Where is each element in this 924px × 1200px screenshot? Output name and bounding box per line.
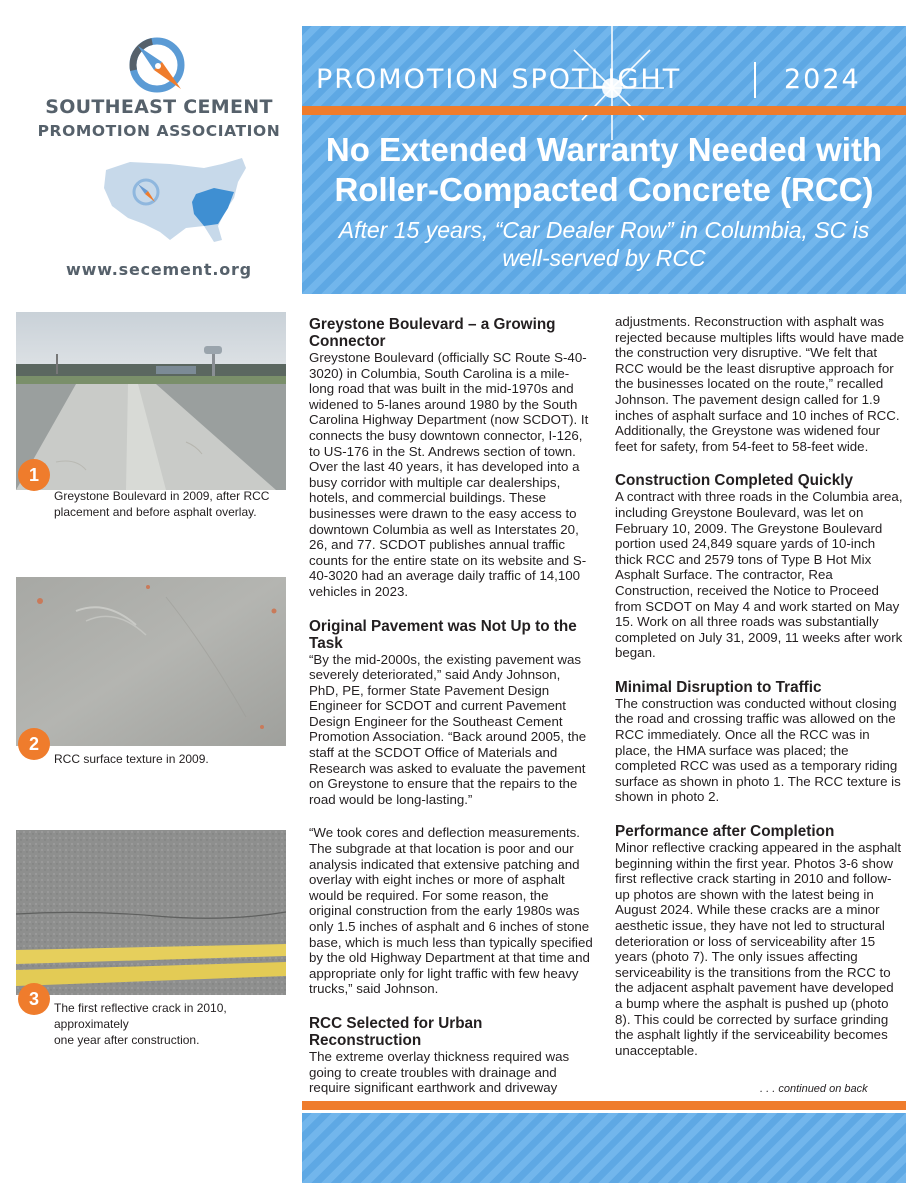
caption-line1: The first reflective crack in 2010, approximately — [54, 1001, 227, 1031]
caption-line1: Greystone Boulevard in 2009, after RCC — [54, 489, 270, 503]
us-map-icon — [100, 148, 250, 248]
section-body-original-pavement: “By the mid-2000s, the existing pavement was severely deteriorated,” said Andy Johnson, PhD, PE, former State Pavement Design Engineer for SCDOT and current Pavement Design Engineer for the Southeast Cement Promotion Association. “Back around 2005, the staff at the SCDOT Office of Materials and Research was asked to evaluate the pavement on Greystone to ensure that the repairs to the road would be long-lasting.” — [309, 651, 587, 807]
section-body-disruption: The construction was conducted without closing the road and crossing traffic was allowed on the RCC immediately. Once all the RCC was in place, the HMA surface was placed; the completed RCC was used as a temporary riding surface as shown in photo 1. The RCC texture is shown in photo 2. — [615, 695, 901, 805]
photo-number-badge: 3 — [18, 983, 50, 1015]
photo-greystone-boulevard — [16, 312, 286, 490]
caption-line1: RCC surface texture in 2009. — [54, 752, 209, 766]
caption-line2: placement and before asphalt overlay. — [54, 505, 257, 519]
section-heading-construction: Construction Completed Quickly — [615, 472, 853, 490]
section-heading-rcc-selected: RCC Selected for Urban Reconstruction — [309, 1014, 483, 1049]
caption-line2: one year after construction. — [54, 1033, 200, 1047]
subheadline — [302, 216, 906, 272]
spotlight-label: PROMOTION SPOTLIGHT — [316, 64, 682, 95]
photo-rcc-surface-texture — [16, 577, 286, 746]
banner-accent-stripe — [302, 106, 906, 115]
footer-band — [302, 1113, 906, 1183]
subheadline-line2: well-served by RCC — [502, 245, 706, 271]
article-column-1 — [309, 316, 593, 1096]
section-heading-disruption: Minimal Disruption to Traffic — [615, 678, 822, 696]
photo-caption — [54, 488, 290, 520]
association-logo — [0, 0, 300, 300]
section-body-greystone: Greystone Boulevard (officially SC Route S-40-3020) in Columbia, South Carolina is a mile-long road that was built in the mid-1970s and widened to 5-lanes around 1980 by the South Carolina Highway Department (now SCDOT). It connects the busy downtown connector, I-126, to US-176 in the St. Andrews section of town. Over the last 40 years, it has developed into a busy corridor with multiple car dealerships, hotels, and commercial buildings. These businesses were drawn to the easy access to downtown Columbia as well as Interstates 20, 26, and 77. SCDOT publishes annual traffic counts for the entire state on its website and S-40-3020 had an average daily traffic of 14,100 vehicles in 2023. — [309, 350, 589, 599]
section-heading-original-pavement: Original Pavement was Not Up to the Task — [309, 617, 577, 652]
org-name-line1: SOUTHEAST CEMENT — [45, 96, 273, 118]
headline-line1: No Extended Warranty Needed with — [325, 131, 883, 168]
section-heading-performance: Performance after Completion — [615, 823, 835, 841]
photo-reflective-crack — [16, 830, 286, 995]
section-body-rcc-selected-cont: adjustments. Reconstruction with asphalt was rejected because multiples lifts would have made the construction very disruptive. “We felt that RCC would be the least disruptive approach for the businesses located on the route,” recalled Johnson. The pavement design called for 1.9 inches of asphalt surface and 10 inches of RCC. Additionally, the Greystone was widened four feet for safety, from 54-feet to 58-feet wide. — [615, 314, 904, 454]
section-heading-greystone: Greystone Boulevard – a Growing Connector — [309, 316, 556, 350]
section-body-original-pavement-quote: “We took cores and deflection measurements. The subgrade at that location is poor and our analysis indicated that extensive patching and overlay with eight inches or more of asphalt would be required. For some reason, the original construction from the early 1980s was only 1.5 inches of asphalt and 6 inches of stone base, which is much less than typically specified by the old Highway Department at that time and appropriate only for light traffic with few heavy trucks,” said Johnson. — [309, 825, 593, 997]
photo-caption — [54, 1000, 290, 1048]
photo-caption — [54, 751, 290, 767]
org-name-line2: PROMOTION ASSOCIATION — [37, 122, 281, 140]
website-link[interactable]: www.secement.org — [66, 260, 252, 279]
photo-number-badge: 1 — [18, 459, 50, 491]
headline-line2: Roller-Compacted Concrete (RCC) — [334, 171, 874, 208]
section-body-construction: A contract with three roads in the Columbia area, including Greystone Boulevard, was let on February 10, 2009. The Greystone Boulevard portion used 24,849 square yards of 10-inch thick RCC and 2579 tons of Type B Hot Mix Asphalt Surface. The contractor, Rea Construction, received the Notice to Proceed from SCDOT on May 4 and work started on May 15. Work on all three roads was substantially completed on July 31, 2009, 11 weeks after work began. — [615, 489, 903, 661]
compass-icon — [126, 34, 188, 96]
subheadline-line1: After 15 years, “Car Dealer Row” in Columbia, SC is — [338, 217, 870, 243]
header-banner — [302, 26, 906, 294]
footer-accent-stripe — [302, 1101, 906, 1110]
section-body-performance: Minor reflective cracking appeared in the asphalt beginning within the first year. Photos 3-6 show first reflective crack starting in 2010 and follow-up photos are shown with the latest being in August 2024. While these cracks are a minor aesthetic issue, they have not led to structural deterioration or loss of serviceability after 15 years (photo 7). The only issues affecting serviceability is the transitions from the RCC to the adjacent asphalt pavement have developed a bump where the asphalt is pushed up (photo 8). This could be corrected by surface grinding the asphalt lightly if the serviceability becomes unacceptable. — [615, 840, 902, 1058]
banner-divider — [754, 62, 756, 98]
continued-on-back: . . . continued on back — [760, 1083, 868, 1095]
article-column-2 — [615, 314, 904, 1058]
section-body-rcc-selected: The extreme overlay thickness required was going to create troubles with drainage and require significant earthwork and driveway — [309, 1048, 570, 1096]
spotlight-year: 2024 — [784, 64, 861, 95]
photo-number-badge: 2 — [18, 728, 50, 760]
headline — [302, 130, 906, 210]
